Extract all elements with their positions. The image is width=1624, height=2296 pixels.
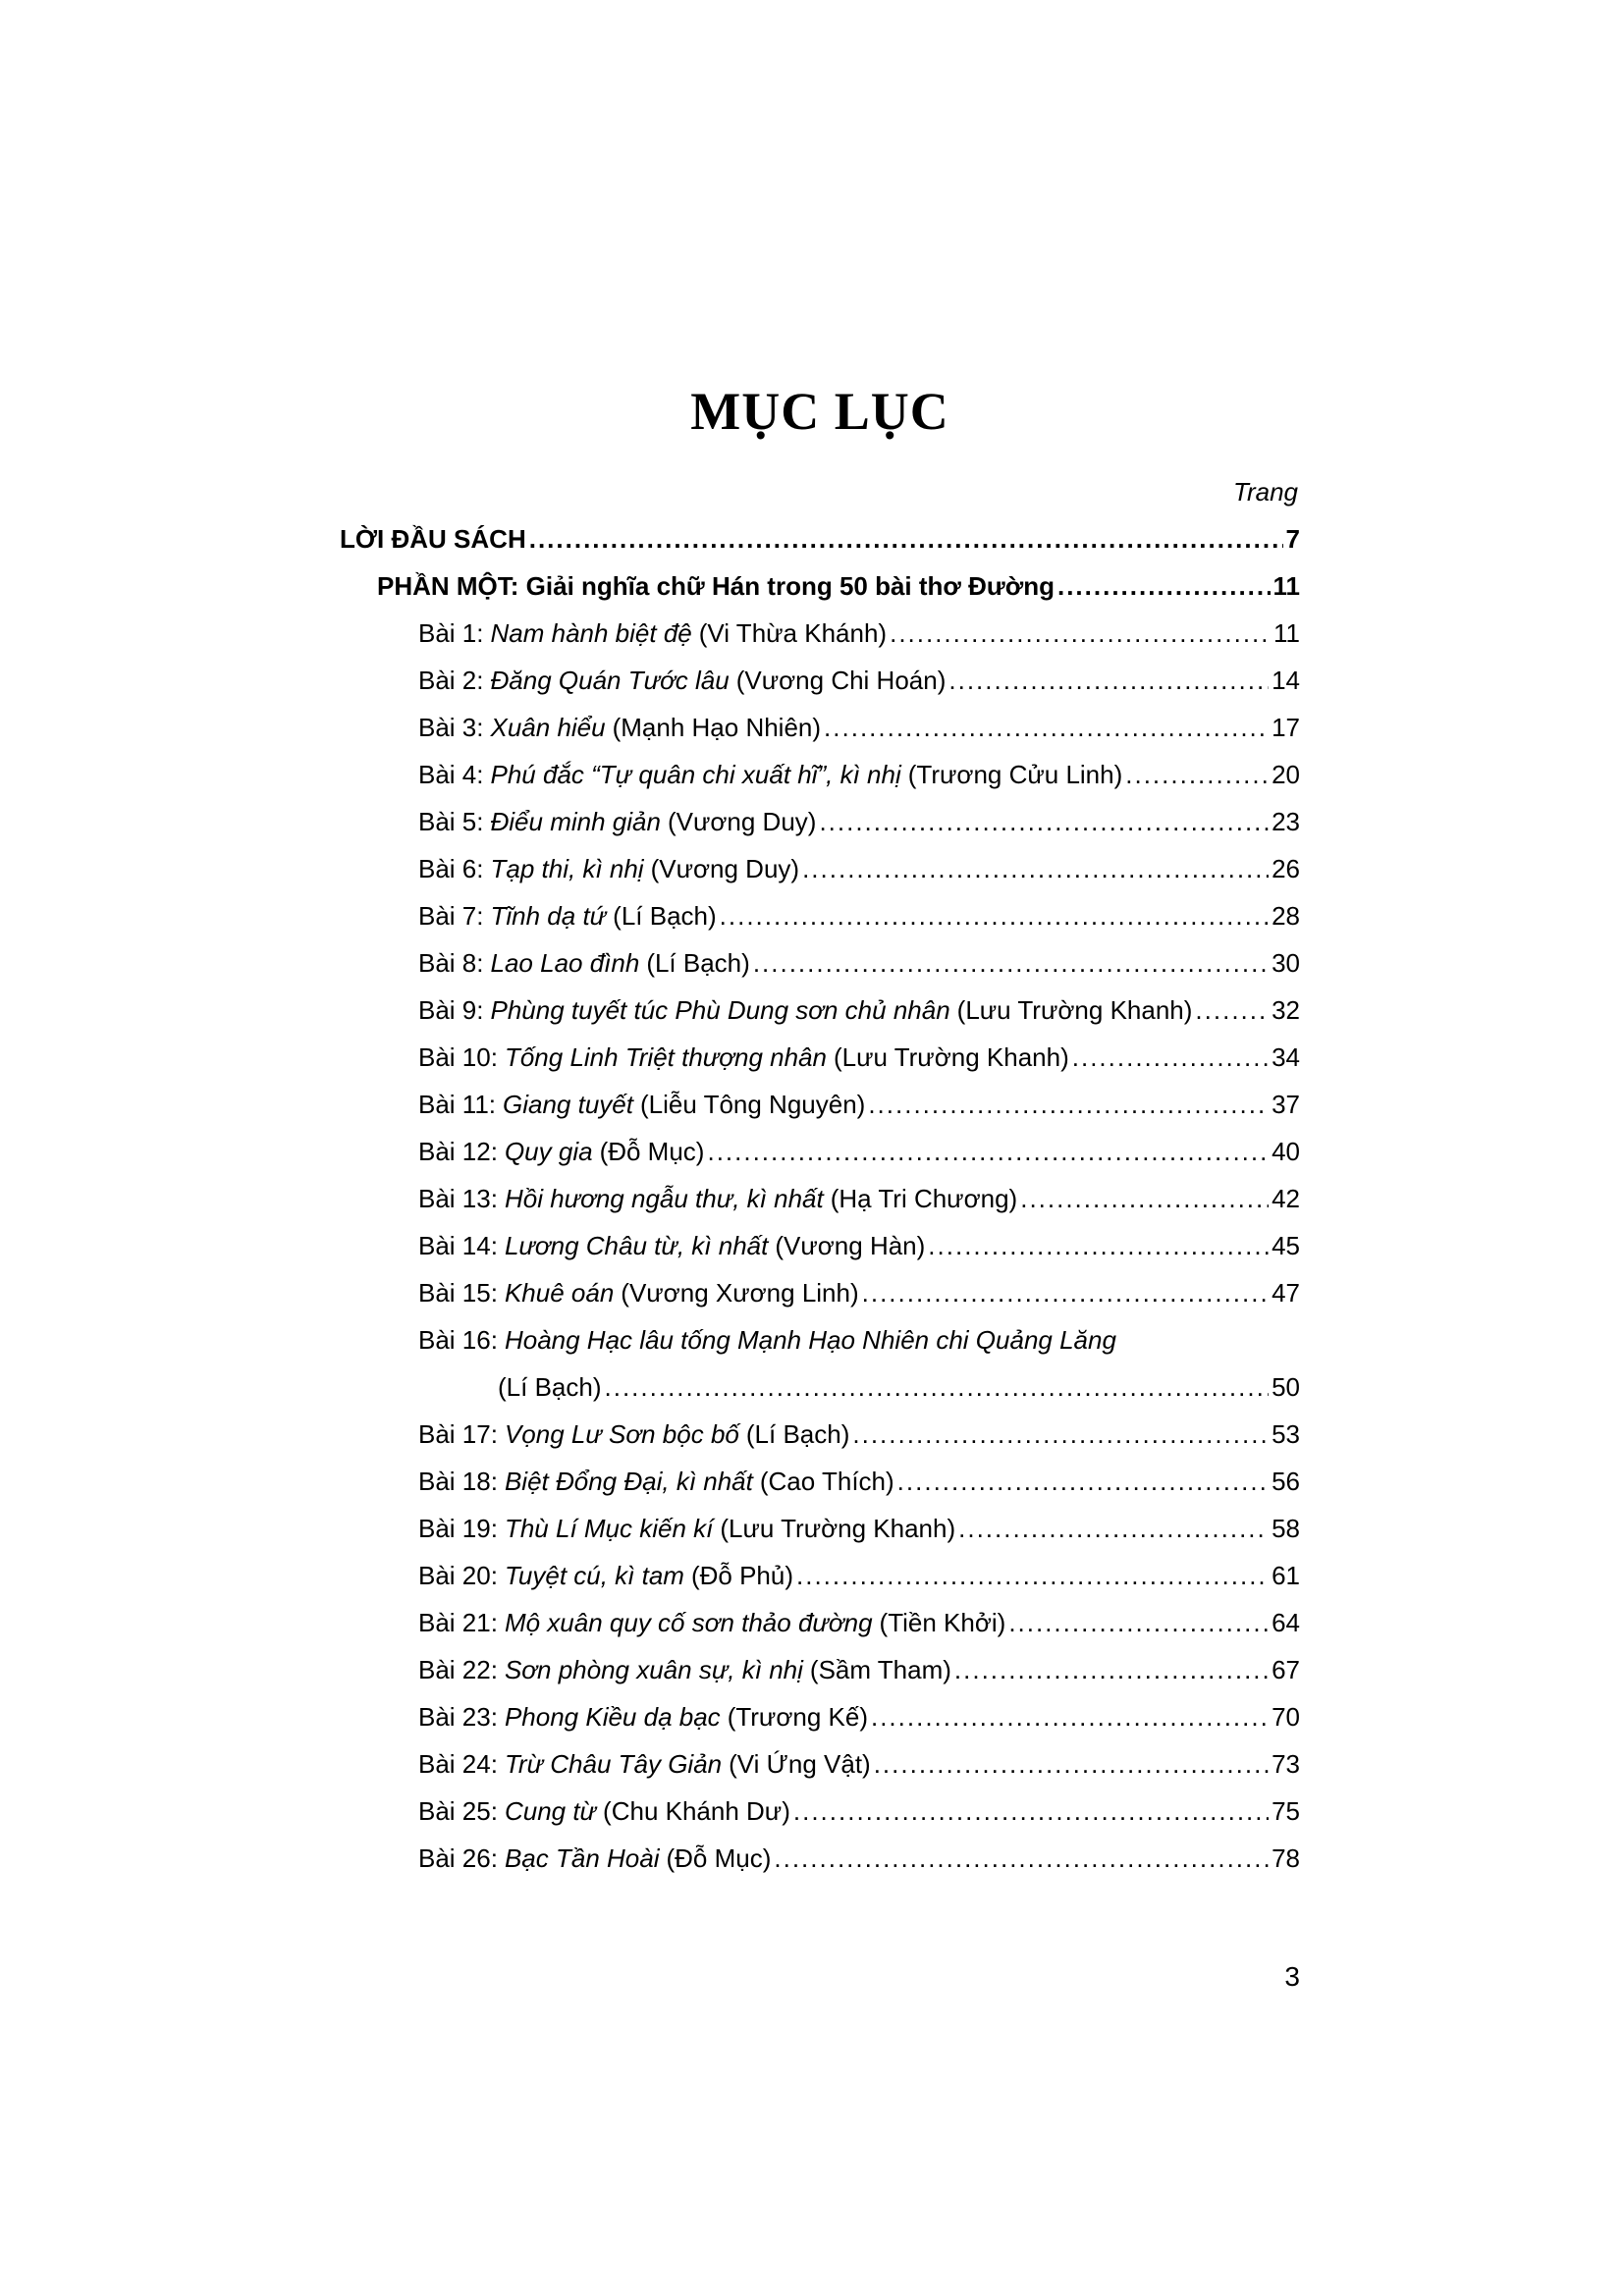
- entry-title: Hoàng Hạc lâu tống Mạnh Hạo Nhiên chi Quảng Lăng: [504, 1325, 1116, 1355]
- toc-entry-row: [340, 798, 1300, 845]
- entry-author: (Cao Thích): [759, 1467, 894, 1496]
- entry-number: Bài 3:: [418, 713, 484, 742]
- entry-author: (Vương Chi Hoán): [735, 666, 947, 695]
- toc-entry-row: [340, 1740, 1300, 1788]
- dot-leader: [802, 845, 1269, 892]
- entry-page: 67: [1272, 1655, 1300, 1684]
- dot-leader: [707, 1128, 1269, 1175]
- entry-label: PHẦN MỘT: Giải nghĩa chữ Hán trong 50 bài thơ Đường: [377, 571, 1055, 601]
- dot-leader: [897, 1458, 1269, 1505]
- entry-label: LỜI ĐẦU SÁCH: [340, 524, 526, 554]
- toc-entry-row: [340, 1788, 1300, 1835]
- dot-leader: [793, 1788, 1269, 1835]
- entry-number: Bài 8:: [418, 948, 484, 978]
- entry-title: Bạc Tần Hoài: [504, 1843, 660, 1873]
- entry-title: Khuê oán: [504, 1278, 615, 1308]
- toc-entry-row: [340, 1175, 1300, 1222]
- entry-number: Bài 13:: [418, 1184, 498, 1213]
- entry-author: (Lí Bạch): [498, 1372, 602, 1402]
- toc-entry-row: [340, 845, 1300, 892]
- dot-leader: [871, 1693, 1269, 1740]
- entry-page: 20: [1272, 760, 1300, 789]
- entry-page: 53: [1272, 1419, 1300, 1449]
- entry-author: (Sầm Tham): [809, 1655, 951, 1684]
- entry-title: Nam hành biệt đệ: [490, 618, 692, 648]
- toc-entry-row: [340, 1646, 1300, 1693]
- entry-author: (Vương Hàn): [775, 1231, 926, 1260]
- entry-author: (Lưu Trường Khanh): [833, 1042, 1069, 1072]
- entry-page: 37: [1272, 1090, 1300, 1119]
- entry-title: Phong Kiều dạ bạc: [504, 1702, 721, 1732]
- entry-page: 78: [1272, 1843, 1300, 1873]
- entry-author: (Hạ Tri Chương): [830, 1184, 1018, 1213]
- dot-leader: [868, 1081, 1269, 1128]
- entry-number: Bài 20:: [418, 1561, 498, 1590]
- page-number: 3: [1284, 1961, 1300, 1992]
- entry-author: (Đỗ Mục): [599, 1137, 705, 1166]
- entry-title: Lương Châu từ, kì nhất: [504, 1231, 769, 1260]
- entry-title: Mộ xuân quy cố sơn thảo đường: [504, 1608, 873, 1637]
- dot-leader: [824, 704, 1269, 751]
- entry-title: Tĩnh dạ tứ: [490, 901, 607, 931]
- entry-page: 34: [1272, 1042, 1300, 1072]
- dot-leader: [774, 1835, 1269, 1882]
- entry-page: 17: [1272, 713, 1300, 742]
- dot-leader: [819, 798, 1269, 845]
- entry-page: 11: [1273, 618, 1300, 648]
- entry-page: 11: [1272, 571, 1300, 601]
- entry-page: 32: [1272, 995, 1300, 1025]
- toc-part-row: [340, 562, 1300, 610]
- entry-page: 42: [1272, 1184, 1300, 1213]
- entry-number: Bài 16:: [418, 1325, 498, 1355]
- entry-number: Bài 4:: [418, 760, 484, 789]
- entry-page: 45: [1272, 1231, 1300, 1260]
- dot-leader: [958, 1505, 1269, 1552]
- dot-leader: [529, 515, 1283, 562]
- entry-number: Bài 5:: [418, 807, 484, 836]
- entry-title: Lao Lao đình: [490, 948, 640, 978]
- toc-entry-row: [340, 1693, 1300, 1740]
- entry-title: Hồi hương ngẫu thư, kì nhất: [504, 1184, 824, 1213]
- entry-author: (Lí Bạch): [745, 1419, 850, 1449]
- entry-title: Điểu minh giản: [490, 807, 661, 836]
- entry-author: (Tiền Khởi): [879, 1608, 1006, 1637]
- entry-author: (Vi Ứng Vật): [729, 1749, 871, 1779]
- toc-entry-row: [340, 1552, 1300, 1599]
- entry-page: 70: [1272, 1702, 1300, 1732]
- entry-page: 30: [1272, 948, 1300, 978]
- entry-number: Bài 7:: [418, 901, 484, 931]
- toc-entry-row: [340, 1222, 1300, 1269]
- toc-entry-row: [340, 1411, 1300, 1458]
- dot-leader: [852, 1411, 1269, 1458]
- toc-entry-row: [340, 1034, 1300, 1081]
- toc-entry-row: [340, 610, 1300, 657]
- entry-author: (Chu Khánh Dư): [603, 1796, 790, 1826]
- entry-page: 7: [1285, 524, 1300, 554]
- dot-leader: [928, 1222, 1269, 1269]
- entry-author: (Trương Cửu Linh): [907, 760, 1123, 789]
- entry-number: Bài 24:: [418, 1749, 498, 1779]
- entry-author: (Lí Bạch): [646, 948, 750, 978]
- entry-author: (Đỗ Mục): [666, 1843, 772, 1873]
- entry-author: (Vương Duy): [650, 854, 800, 883]
- entry-title: Tạp thi, kì nhị: [490, 854, 644, 883]
- entry-title: Giang tuyết: [503, 1090, 633, 1119]
- entry-author: (Lưu Trường Khanh): [956, 995, 1193, 1025]
- entry-number: Bài 9:: [418, 995, 484, 1025]
- entry-number: Bài 21:: [418, 1608, 498, 1637]
- entry-number: Bài 17:: [418, 1419, 498, 1449]
- entry-title: Sơn phòng xuân sự, kì nhị: [504, 1655, 803, 1684]
- entry-number: Bài 11:: [418, 1090, 497, 1119]
- entry-title: Xuân hiểu: [490, 713, 606, 742]
- entry-number: Bài 2:: [418, 666, 484, 695]
- entry-page: 47: [1272, 1278, 1300, 1308]
- toc-entry-row: [340, 704, 1300, 751]
- toc-front-row: [340, 515, 1300, 562]
- dot-leader: [1020, 1175, 1269, 1222]
- dot-leader: [954, 1646, 1269, 1693]
- dot-leader: [753, 939, 1269, 987]
- toc-entry-row: [340, 1081, 1300, 1128]
- entry-number: Bài 19:: [418, 1514, 498, 1543]
- dot-leader: [1008, 1599, 1269, 1646]
- entry-page: 58: [1272, 1514, 1300, 1543]
- entry-title: Tống Linh Triệt thượng nhân: [504, 1042, 827, 1072]
- column-header-trang: Trang: [1233, 477, 1298, 507]
- dot-leader: [720, 892, 1269, 939]
- toc-entry-row: [340, 1505, 1300, 1552]
- entry-title: Quy gia: [504, 1137, 593, 1166]
- entry-page: 50: [1272, 1372, 1300, 1402]
- entry-page: 75: [1272, 1796, 1300, 1826]
- dot-leader: [1195, 987, 1269, 1034]
- entry-page: 64: [1272, 1608, 1300, 1637]
- entry-page: 73: [1272, 1749, 1300, 1779]
- entry-number: Bài 23:: [418, 1702, 498, 1732]
- toc-entry-row: [340, 1599, 1300, 1646]
- entry-author: (Vi Thừa Khánh): [698, 618, 888, 648]
- entry-title: Tuyệt cú, kì tam: [504, 1561, 684, 1590]
- entry-title: Biệt Đổng Đại, kì nhất: [504, 1467, 753, 1496]
- entry-author: (Lí Bạch): [613, 901, 717, 931]
- dot-leader: [862, 1269, 1269, 1316]
- entry-title: Phùng tuyết túc Phù Dung sơn chủ nhân: [490, 995, 950, 1025]
- entry-author: (Vương Xương Linh): [621, 1278, 859, 1308]
- toc-page: [340, 0, 1300, 2296]
- entry-page: 40: [1272, 1137, 1300, 1166]
- entry-title: Phú đắc “Tự quân chi xuất hĩ”, kì nhị: [490, 760, 901, 789]
- dot-leader: [874, 1740, 1269, 1788]
- entry-number: Bài 6:: [418, 854, 484, 883]
- entry-page: 14: [1272, 666, 1300, 695]
- toc-entry-row: [340, 1128, 1300, 1175]
- entry-page: 56: [1272, 1467, 1300, 1496]
- entry-title: Cung từ: [504, 1796, 597, 1826]
- entry-number: Bài 1:: [418, 618, 484, 648]
- toc-entry-continuation: [340, 1363, 1300, 1411]
- toc-entry-row: [340, 987, 1300, 1034]
- toc-entry-row: [340, 1269, 1300, 1316]
- entry-title: Đăng Quán Tước lâu: [490, 666, 730, 695]
- page-title: MỤC LỤC: [690, 382, 949, 441]
- entry-number: Bài 26:: [418, 1843, 498, 1873]
- entry-author: (Liễu Tông Nguyên): [640, 1090, 866, 1119]
- entry-author: (Vương Duy): [667, 807, 817, 836]
- dot-leader: [1057, 562, 1271, 610]
- entry-author: (Trương Kế): [727, 1702, 868, 1732]
- toc-entry-row: [340, 751, 1300, 798]
- dot-leader: [948, 657, 1269, 704]
- entry-number: Bài 15:: [418, 1278, 498, 1308]
- toc-entry-row: [340, 1316, 1300, 1363]
- toc-entry-row: [340, 1458, 1300, 1505]
- dot-leader: [890, 610, 1271, 657]
- entry-page: 61: [1272, 1561, 1300, 1590]
- entry-page: 28: [1272, 901, 1300, 931]
- dot-leader: [796, 1552, 1269, 1599]
- entry-number: Bài 18:: [418, 1467, 498, 1496]
- dot-leader: [1072, 1034, 1269, 1081]
- entry-number: Bài 10:: [418, 1042, 498, 1072]
- entry-author: (Đỗ Phủ): [690, 1561, 794, 1590]
- toc-list: [340, 515, 1300, 1882]
- entry-author: (Mạnh Hạo Nhiên): [612, 713, 822, 742]
- dot-leader: [605, 1363, 1270, 1411]
- entry-author: (Lưu Trường Khanh): [720, 1514, 956, 1543]
- entry-title: Vọng Lư Sơn bộc bố: [504, 1419, 739, 1449]
- toc-entry-row: [340, 1835, 1300, 1882]
- entry-title: Trừ Châu Tây Giản: [504, 1749, 723, 1779]
- toc-entry-row: [340, 657, 1300, 704]
- entry-title: Thù Lí Mục kiến kí: [504, 1514, 714, 1543]
- entry-number: Bài 25:: [418, 1796, 498, 1826]
- entry-page: 23: [1272, 807, 1300, 836]
- entry-page: 26: [1272, 854, 1300, 883]
- toc-entry-row: [340, 892, 1300, 939]
- entry-number: Bài 22:: [418, 1655, 498, 1684]
- dot-leader: [1125, 751, 1269, 798]
- entry-number: Bài 14:: [418, 1231, 498, 1260]
- entry-number: Bài 12:: [418, 1137, 498, 1166]
- toc-entry-row: [340, 939, 1300, 987]
